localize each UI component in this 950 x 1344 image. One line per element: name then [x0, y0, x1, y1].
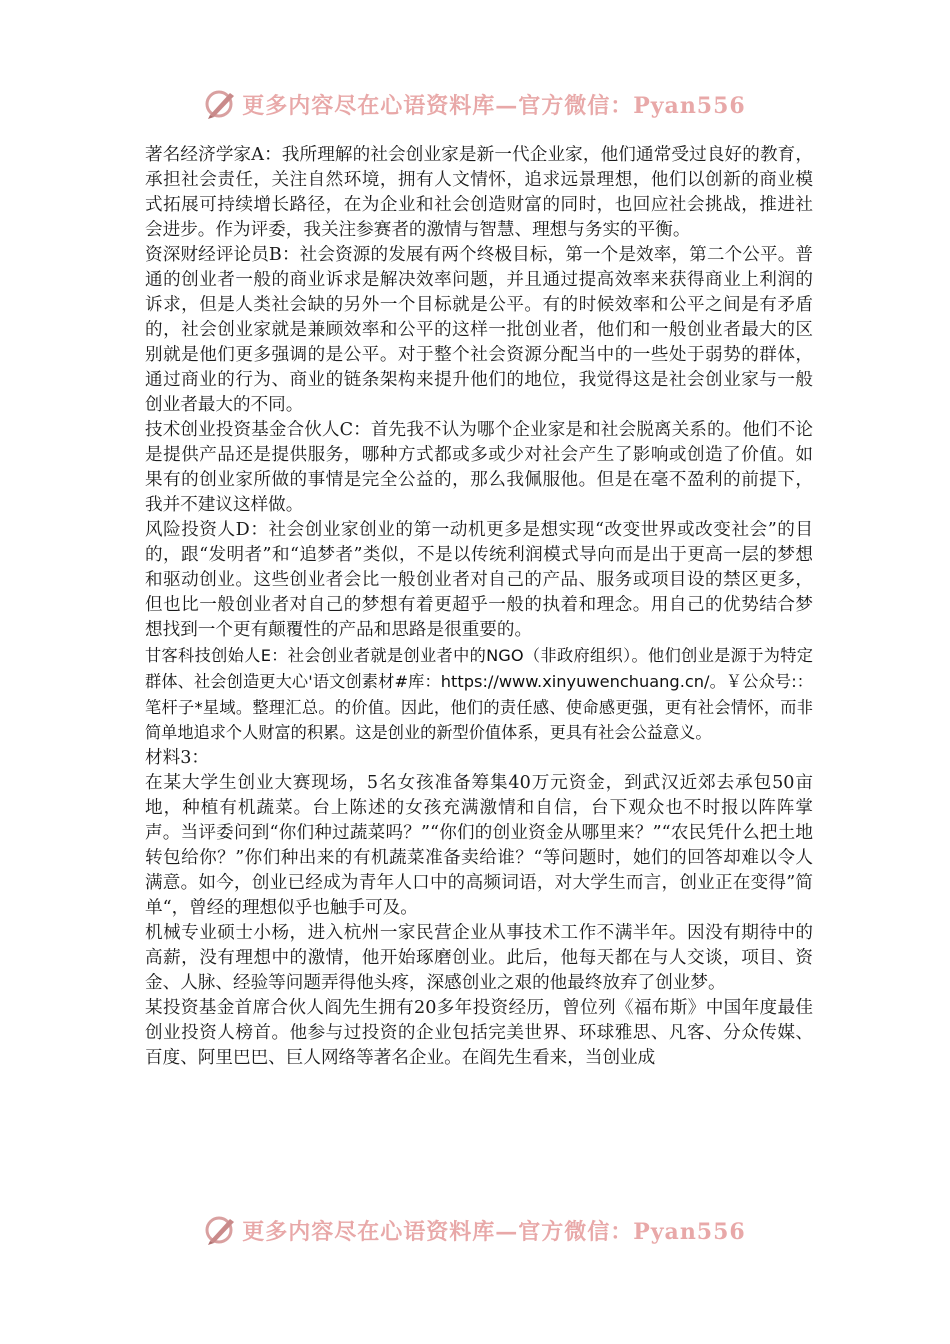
paragraph-yan: 某投资基金首席合伙人阎先生拥有20多年投资经历，曾位列《福布斯》中国年度最佳创业投资人榜首。他参与过投资的企业包括完美世界、环球雅思、凡客、分众传媒、百度、阿里巴巴、巨人网络等著名企业。在阎先生看来，当创业成: [145, 998, 813, 1069]
pen-logo-icon: [204, 87, 238, 121]
banner-text: 更多内容尽在心语资料库—官方微信：Pyan556: [242, 92, 746, 119]
banner-text: 更多内容尽在心语资料库—官方微信：Pyan556: [242, 1218, 746, 1245]
header-banner: [0, 86, 950, 122]
paragraph-venture-investor: 风险投资人D：社会创业家创业的第一动机更多是想实现“改变世界或改变社会”的目的，跟“发明者”和“追梦者”类似，不是以传统利润模式导向而是出于更高一层的梦想和驱动创业。这些创业者会比一般创业者对自己的产品、服务或项目设的禁区更多，但也比一般创业者对自己的梦想有着更超乎一般的执着和理念。用自己的优势结合梦想找到一个更有颠覆性的产品和思路是很重要的。: [145, 520, 813, 640]
footer-banner: [0, 1212, 950, 1248]
paragraph-contest: 在某大学生创业大赛现场，5名女孩准备筹集40万元资金，到武汉近郊去承包50亩地，种植有机蔬菜。台上陈述的女孩充满激情和自信，台下观众也不时报以阵阵掌声。当评委问到“你们种过蔬菜吗？”“你们的创业资金从哪里来？”“农民凭什么把土地转包给你？”你们种出来的有机蔬菜准备卖给谁？“等问题时，她们的回答却难以令人满意。如今，创业已经成为青年人口中的高频词语，对大学生而言，创业正在变得”简单“，曾经的理想似乎也触手可及。: [145, 773, 813, 919]
pen-logo-icon: [204, 1213, 238, 1247]
document-body: [145, 143, 813, 1071]
paragraph-tech-investor: 技术创业投资基金合伙人C：首先我不认为哪个企业家是和社会脱离关系的。他们不论是提供产品还是提供服务，哪种方式都或多或少对社会产生了影响或创造了价值。如果有的创业家所做的事情是完全公益的，那么我佩服他。但是在毫不盈利的前提下，我并不建议这样做。: [145, 420, 813, 515]
paragraph-economist: 著名经济学家A：我所理解的社会创业家是新一代企业家，他们通常受过良好的教育，承担社会责任，关注自然环境，拥有人文情怀，追求远景理想，他们以创新的商业模式拓展可持续增长路径，在为企业和社会创造财富的同时，也回应社会挑战，推进社会进步。作为评委，我关注参赛者的激情与智慧、理想与务实的平衡。: [145, 145, 813, 240]
paragraph-founder: 甘客科技创始人E：社会创业者就是创业者中的NGO（非政府组织）。他们创业是源于为特定群体、社会创造更大心'语文创素材#库：https://www.xinyuwenchuang.cn/。￥公众号:：笔杆子*星域。整理汇总。的价值。因此，他们的责任感、使命感更强，更有社会情怀，而非简单地追求个人财富的积累。这是创业的新型价值体系，更具有社会公益意义。: [145, 646, 813, 743]
paragraph-xiaoyang: 机械专业硕士小杨，进入杭州一家民营企业从事技术工作不满半年。因没有期待中的高薪，没有理想中的激情，他开始琢磨创业。此后，他每天都在与人交谈，项目、资金、人脉、经验等问题弄得他头疼，深感创业之艰的他最终放弃了创业梦。: [145, 923, 813, 994]
material-heading: 材料3：: [145, 748, 209, 769]
paragraph-commentator: 资深财经评论员B：社会资源的发展有两个终极目标，第一个是效率，第二个公平。普通的创业者一般的商业诉求是解决效率问题，并且通过提高效率来获得商业上利润的诉求，但是人类社会缺的另外一个目标就是公平。有的时候效率和公平之间是有矛盾的，社会创业家就是兼顾效率和公平的这样一批创业者，他们和一般创业者最大的区别就是他们更多强调的是公平。对于整个社会资源分配当中的一些处于弱势的群体，通过商业的行为、商业的链条架构来提升他们的地位，我觉得这是社会创业家与一般创业者最大的不同。: [145, 245, 813, 415]
